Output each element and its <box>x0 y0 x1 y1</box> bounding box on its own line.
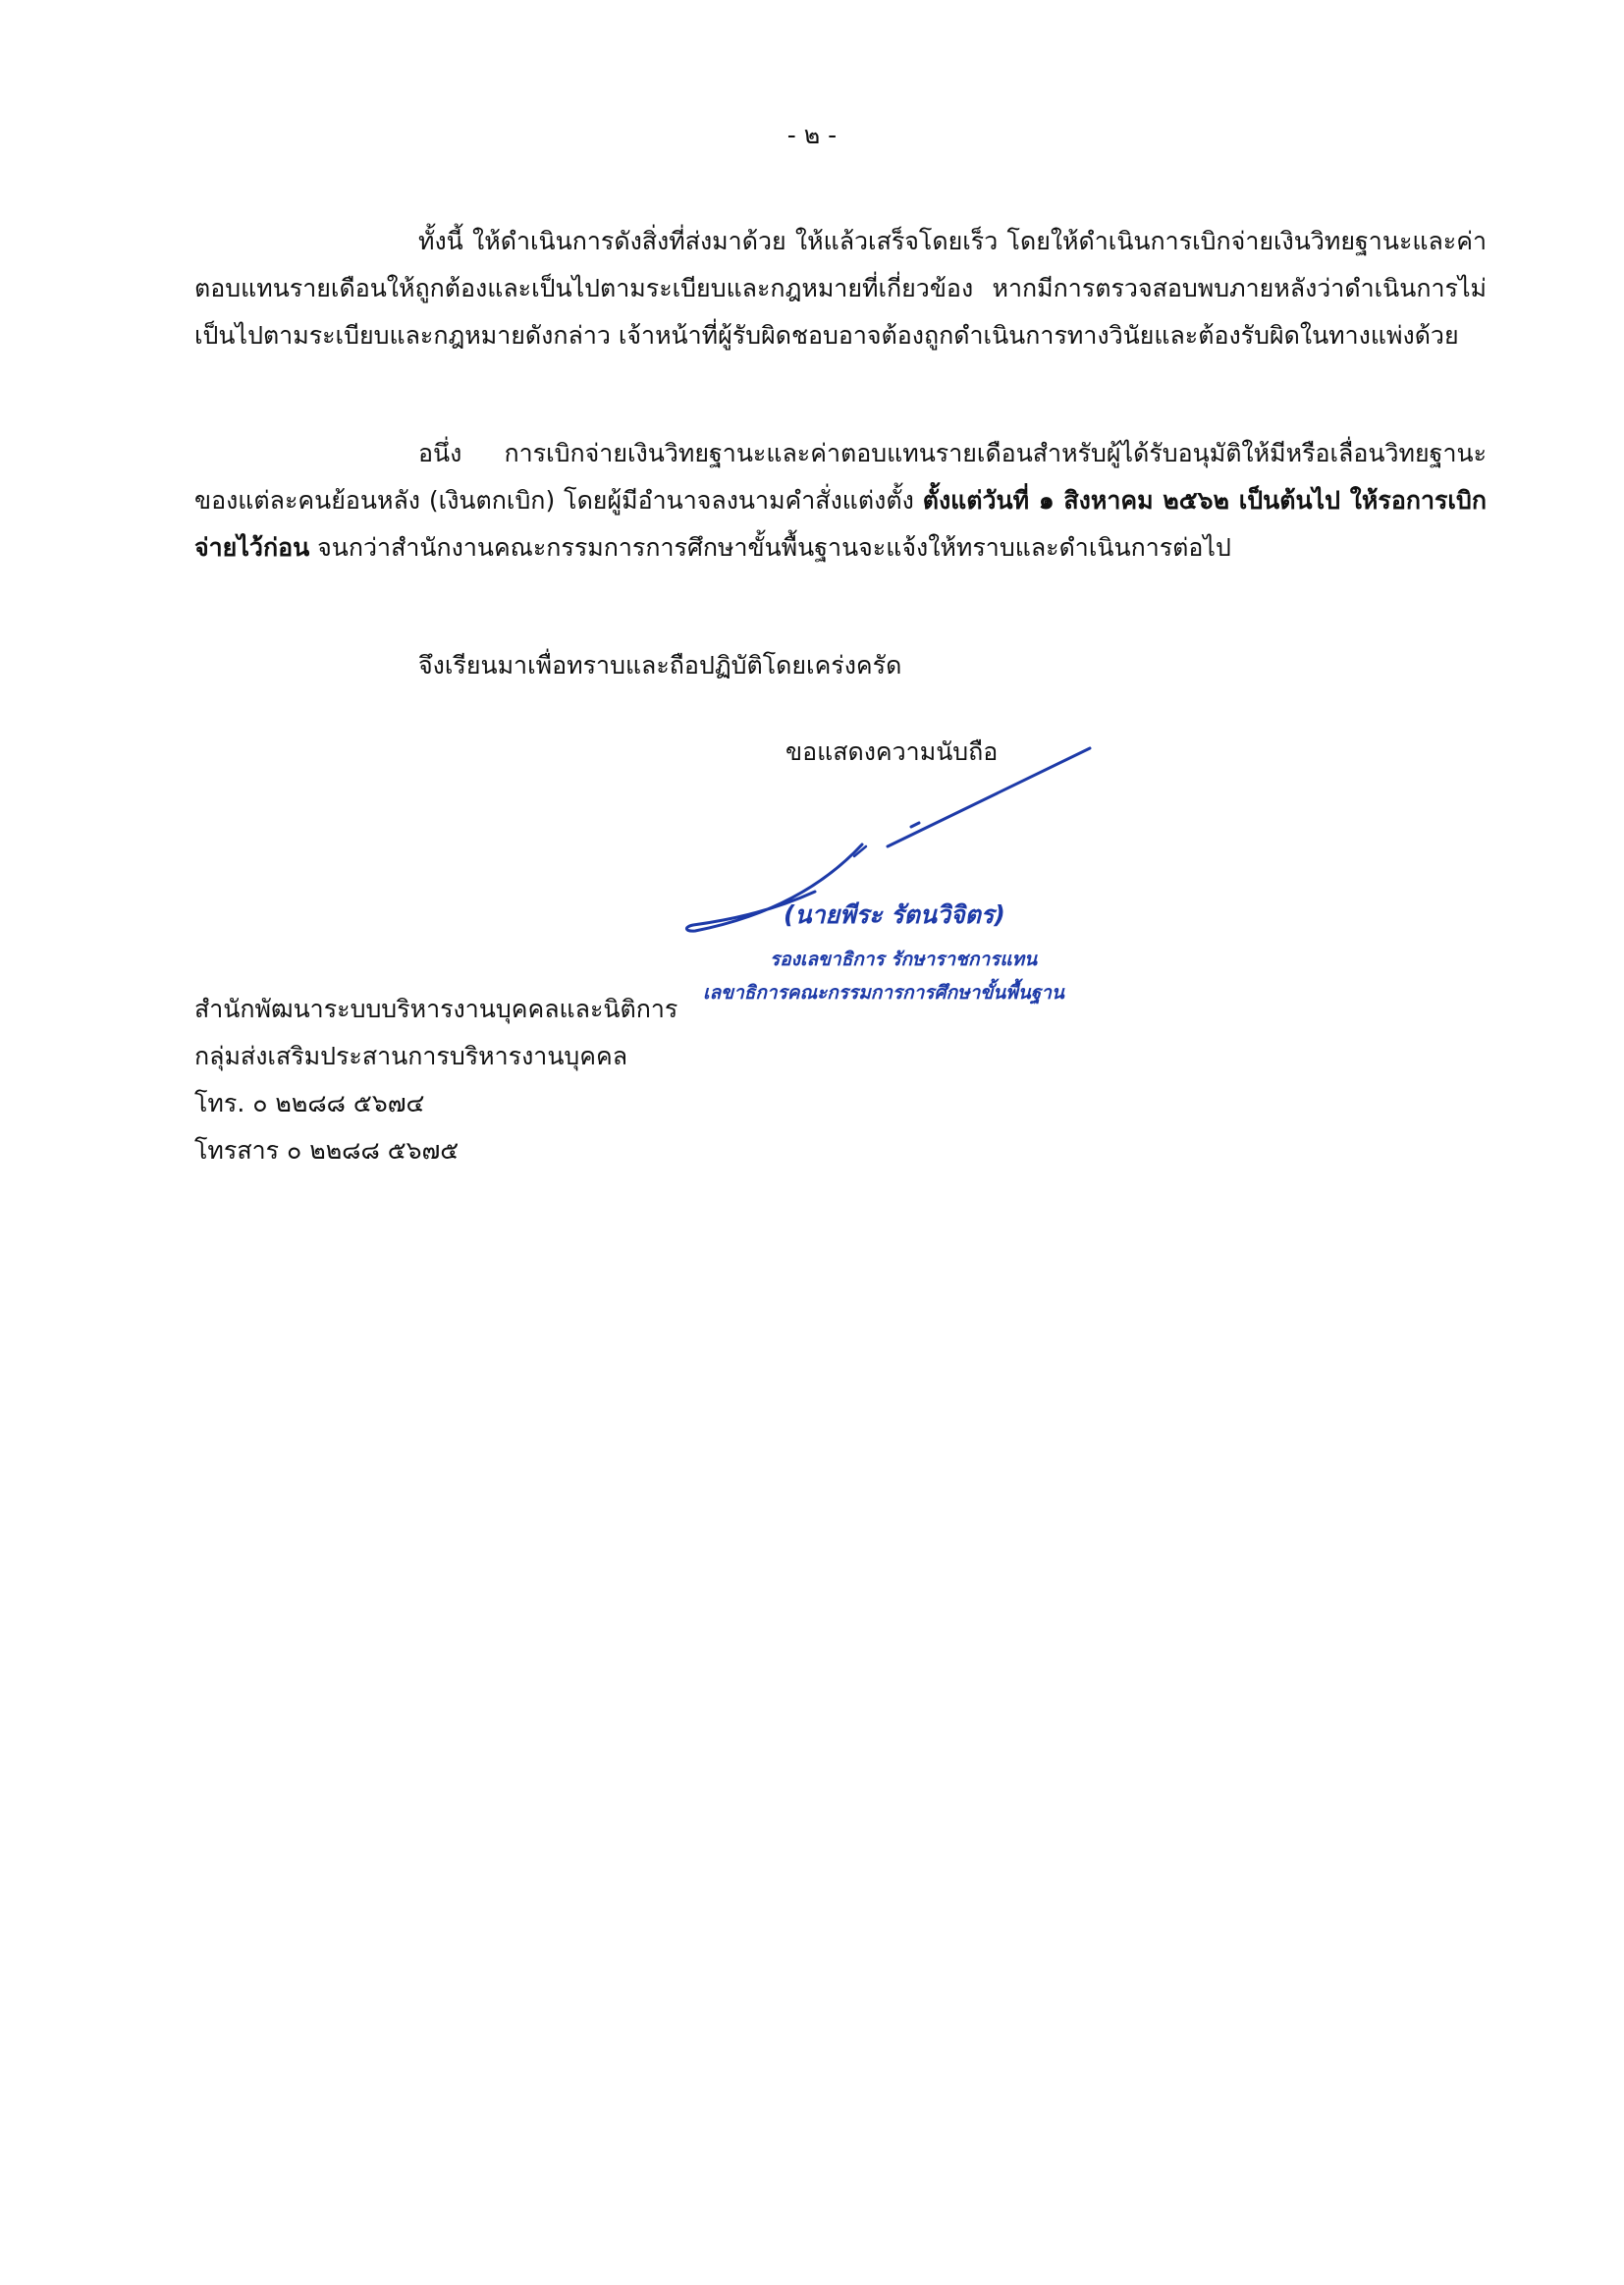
paragraph-instructions: ทั้งนี้ ให้ดำเนินการดังสิ่งที่ส่งมาด้วย ให้แล้วเสร็จโดยเร็ว โดยให้ดำเนินการเบิกจ่ายเงินวิทยฐานะและค่าตอบแทนรายเดือนให้ถูกต้องและเป็นไปตามระเบียบและกฎหมายที่เกี่ยวข้อง หากมีการตรวจสอบพบภายหลังว่าดำเนินการไม่เป็นไปตามระเบียบและกฎหมายดังกล่าว เจ้าหน้าที่ผู้รับผิดชอบอาจต้องถูกดำเนินการทางวินัยและต้องรับผิดในทางแพ่งด้วย <box>194 227 1487 350</box>
office-group: กลุ่มส่งเสริมประสานการบริหารงานบุคคล <box>194 1042 628 1070</box>
signer-name: (นายพีระ รัตนวิจิตร) <box>784 900 1005 929</box>
closing-salutation: ขอแสดงความนับถือ <box>785 737 999 766</box>
office-phone: โทร. ๐ ๒๒๘๘ ๕๖๗๔ <box>194 1089 425 1117</box>
paragraph-retroactive-text-1: อนึ่ง การเบิกจ่ายเงินวิทยฐานะและค่าตอบแทนรายเดือนสำหรับผู้ได้รับอนุมัติให้มีหรือเลื่อนวิทยฐานะของแต่ละคนย้อนหลัง (เงินตกเบิก) โดยผู้มีอำนาจลงนามคำสั่งแต่งตั้ง <box>194 439 1487 515</box>
office-bureau: สำนักพัฒนาระบบบริหารงานบุคคลและนิติการ <box>194 995 678 1023</box>
office-contact-block <box>194 986 677 1174</box>
page-number: - ๒ - <box>786 121 838 149</box>
signer-title-acting: รองเลขาธิการ รักษาราชการแทน <box>770 949 1038 970</box>
paragraph-retroactive-payment <box>194 430 1487 571</box>
paragraph-retroactive-emphasis: ตั้งแต่วันที่ ๑ สิงหาคม ๒๕๖๒ เป็นต้นไป ให้รอการเบิกจ่ายไว้ก่อน <box>194 486 1487 562</box>
signature-stroke-tick <box>911 823 919 827</box>
office-fax: โทรสาร ๐ ๒๒๘๘ ๕๖๗๕ <box>194 1136 460 1165</box>
paragraph-closing-request: จึงเรียนมาเพื่อทราบและถือปฏิบัติโดยเคร่งครัด <box>418 651 902 680</box>
signer-title-secretary-general: เลขาธิการคณะกรรมการการศึกษาขั้นพื้นฐาน <box>703 982 1064 1004</box>
signature-stroke-main <box>888 748 1090 846</box>
paragraph-retroactive-text-2: จนกว่าสำนักงานคณะกรรมการการศึกษาขั้นพื้นฐานจะแจ้งให้ทราบและดำเนินการต่อไป <box>309 533 1231 562</box>
